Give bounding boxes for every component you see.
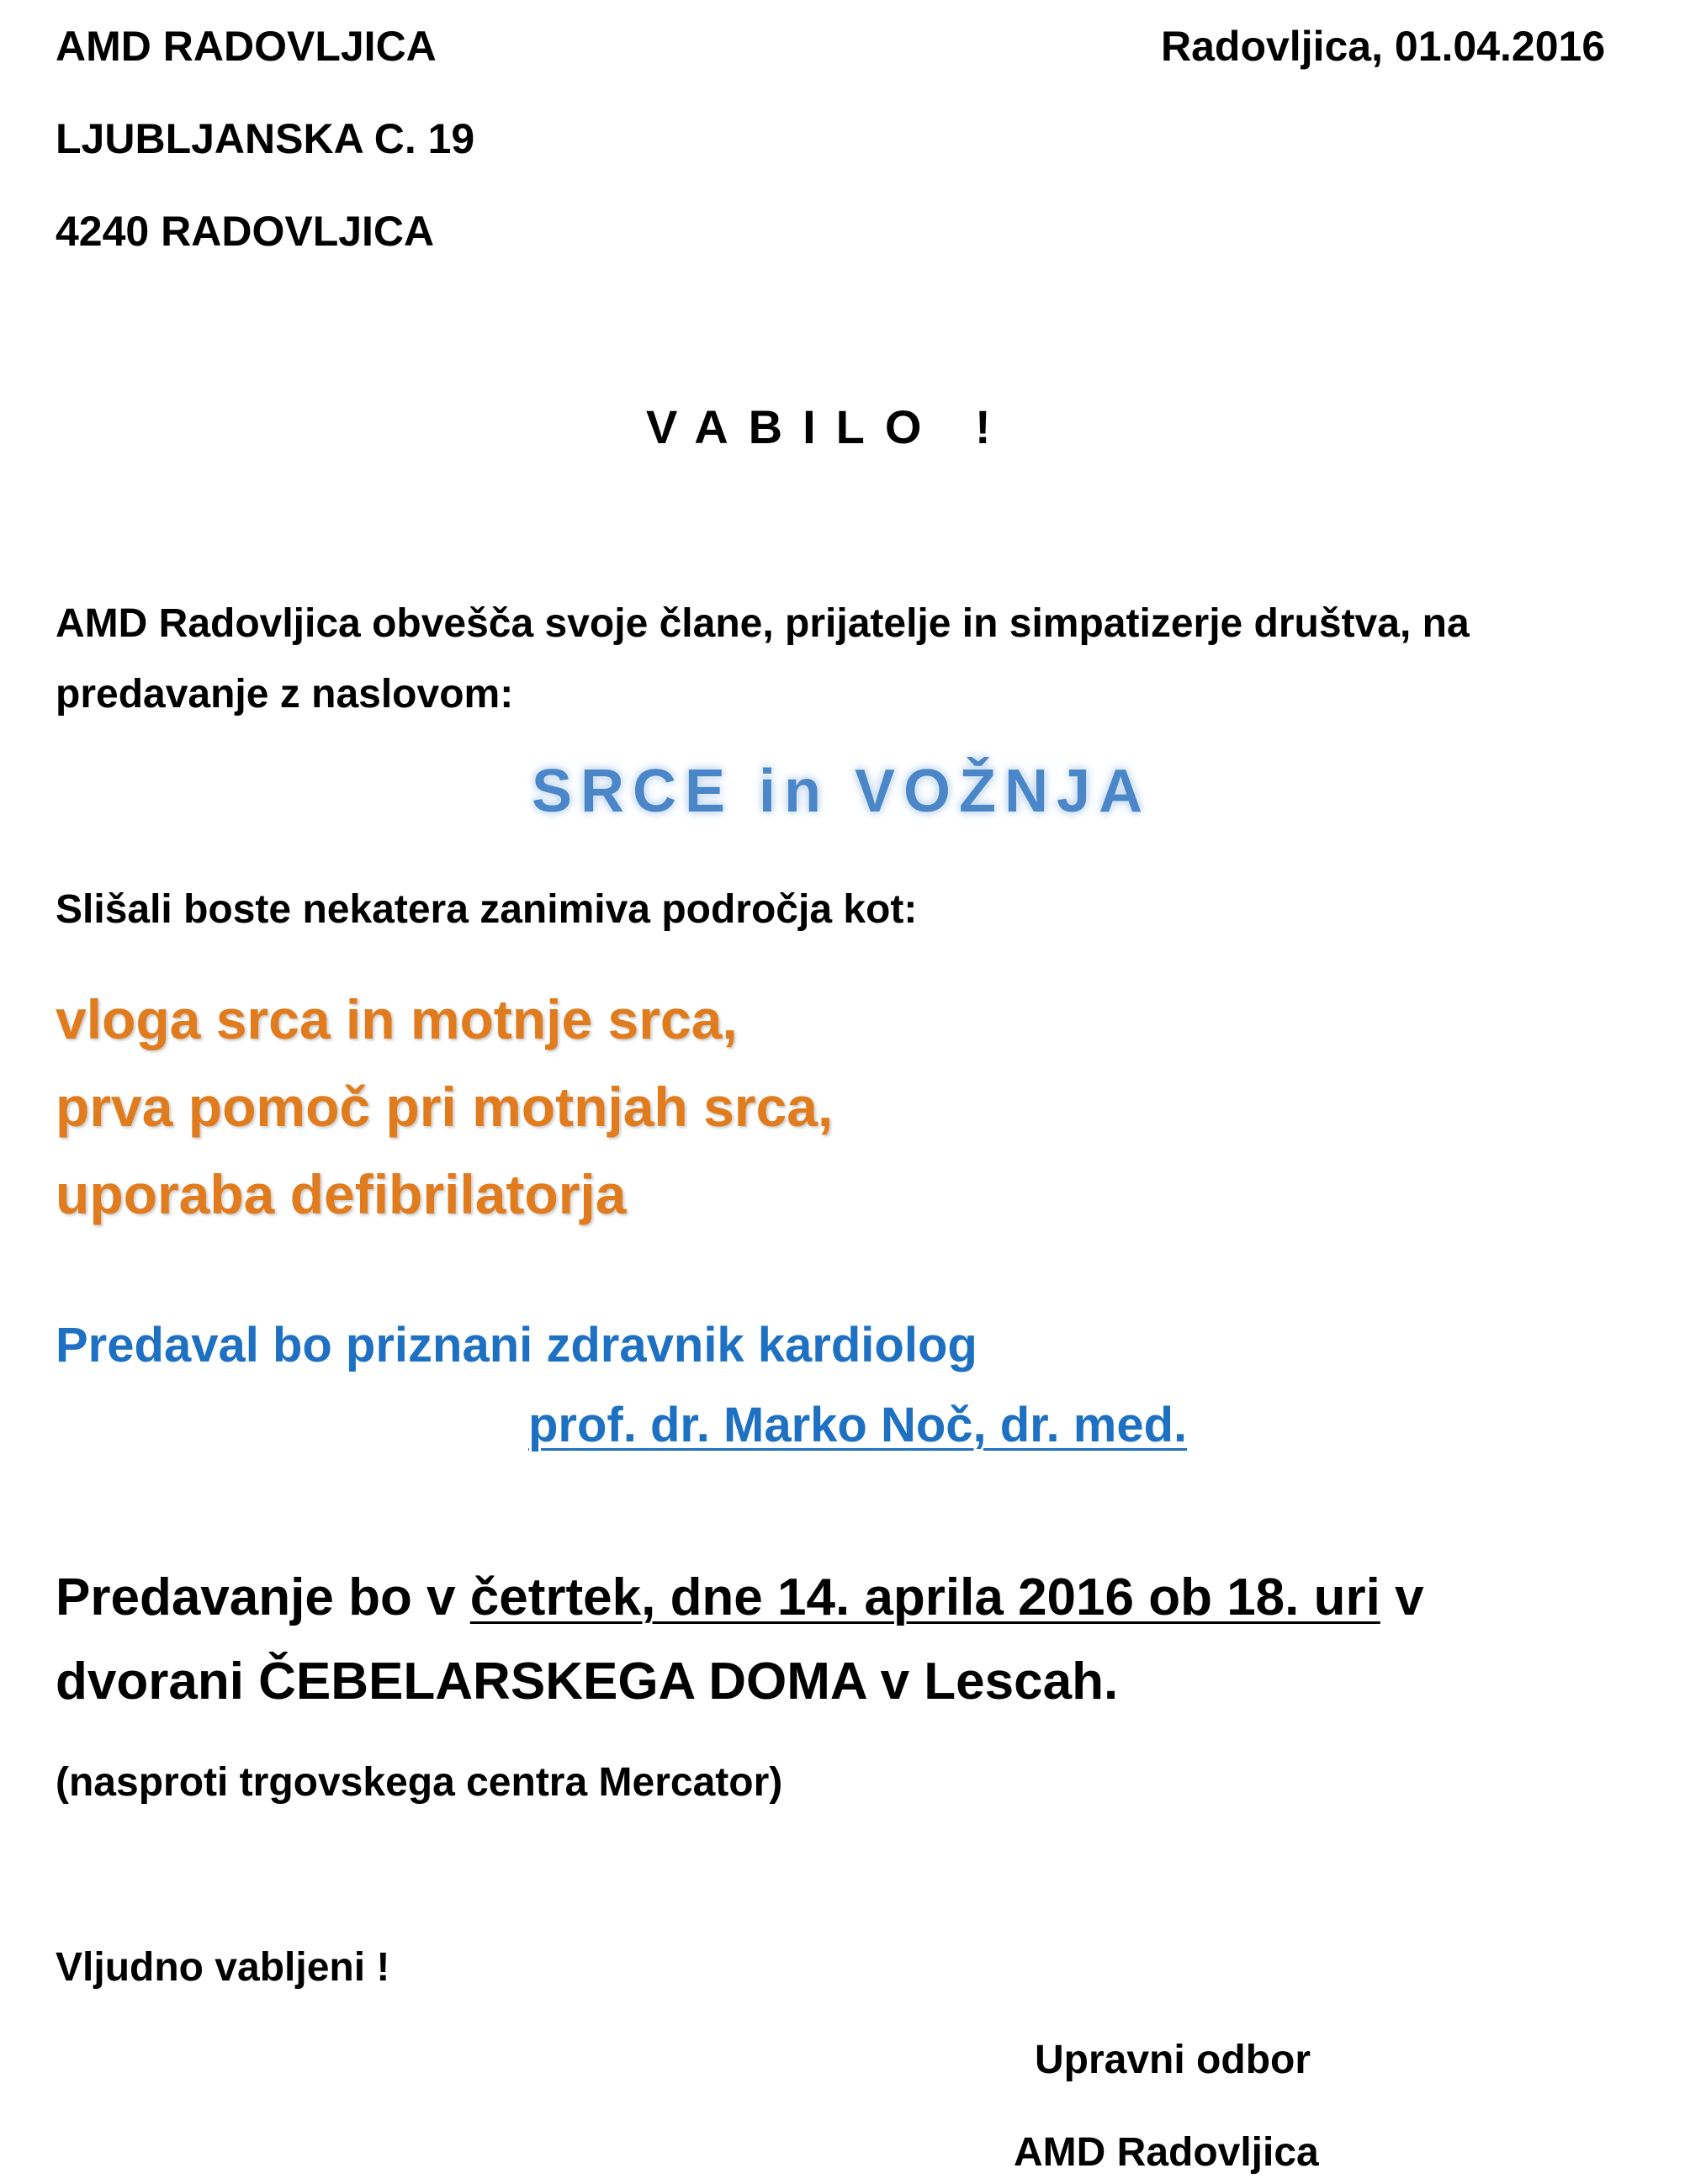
topic-item: uporaba defibrilatorja (56, 1163, 627, 1225)
topics-list (56, 976, 833, 1238)
closing-text: Vljudno vabljeni ! (56, 1945, 390, 1990)
intro-text (56, 589, 1470, 730)
topic-item: vloga srca in motnje srca, (56, 988, 738, 1050)
lecturer-intro: Predaval bo priznani zdravnik kardiolog (56, 1318, 977, 1372)
signature-line-1: Upravni odbor (1035, 2038, 1311, 2082)
invitation-title: VABILO ! (646, 400, 1011, 453)
topic-item: prva pomoč pri motnjah srca, (56, 1076, 834, 1138)
org-city: 4240 RADOVLJICA (56, 208, 435, 255)
event-suffix: v (1380, 1568, 1424, 1626)
event-line-2: dvorani ČEBELARSKEGA DOMA v Lescah. (56, 1653, 1119, 1711)
intro-line-1: AMD Radovljica obvešča svoje člane, prijatelje in simpatizerje društva, na (56, 601, 1470, 646)
topics-intro: Slišali boste nekatera zanimiva področja kot: (56, 887, 918, 932)
event-prefix: Predavanje bo v (56, 1568, 470, 1626)
event-note: (nasproti trgovskega centra Mercator) (56, 1760, 783, 1805)
org-street: LJUBLJANSKA C. 19 (56, 115, 475, 162)
lecture-title: SRCE in VOŽNJA (532, 758, 1152, 825)
signature-line-2: AMD Radovljica (1014, 2130, 1319, 2175)
intro-line-2: predavanje z naslovom: (56, 672, 514, 717)
event-details (56, 1556, 1424, 1724)
place-date: Radovljica, 01.04.2016 (1161, 23, 1606, 70)
event-line-1 (56, 1556, 1424, 1640)
event-datetime: četrtek, dne 14. aprila 2016 ob 18. uri (469, 1568, 1380, 1626)
org-name: AMD RADOVLJICA (56, 23, 437, 70)
lecturer-name: prof. dr. Marko Noč, dr. med. (528, 1398, 1188, 1452)
